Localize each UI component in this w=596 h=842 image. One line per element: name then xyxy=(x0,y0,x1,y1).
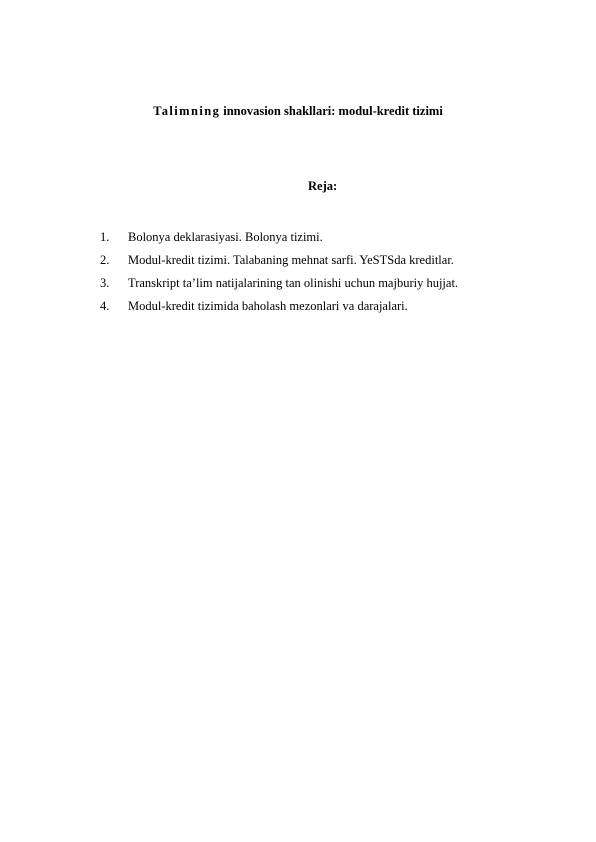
plan-item-text: Modul-kredit tizimi. Talabaning mehnat sarfi. YeSTSda kreditlar. xyxy=(128,253,454,267)
title-first-word: Talimning xyxy=(153,104,221,118)
plan-item-number: 1. xyxy=(100,230,110,244)
plan-item-text: Transkript ta’lim natijalarining tan olinishi uchun majburiy hujjat. xyxy=(128,276,459,290)
plan-item-text: Modul-kredit tizimida baholash mezonlari va darajalari. xyxy=(128,299,408,313)
plan-item-number: 2. xyxy=(100,253,110,267)
plan-heading: Reja: xyxy=(308,179,338,193)
plan-item-text: Bolonya deklarasiyasi. Bolonya tizimi. xyxy=(128,230,323,244)
plan-item-number: 3. xyxy=(100,276,110,290)
plan-item-number: 4. xyxy=(100,299,110,313)
plan-item xyxy=(100,249,458,272)
plan-item xyxy=(100,226,458,249)
title-rest: innovasion shakllari: modul-kredit tizimi xyxy=(223,104,443,118)
document-title xyxy=(0,104,596,119)
plan-item xyxy=(100,295,458,318)
plan-list xyxy=(100,226,458,318)
plan-item xyxy=(100,272,458,295)
